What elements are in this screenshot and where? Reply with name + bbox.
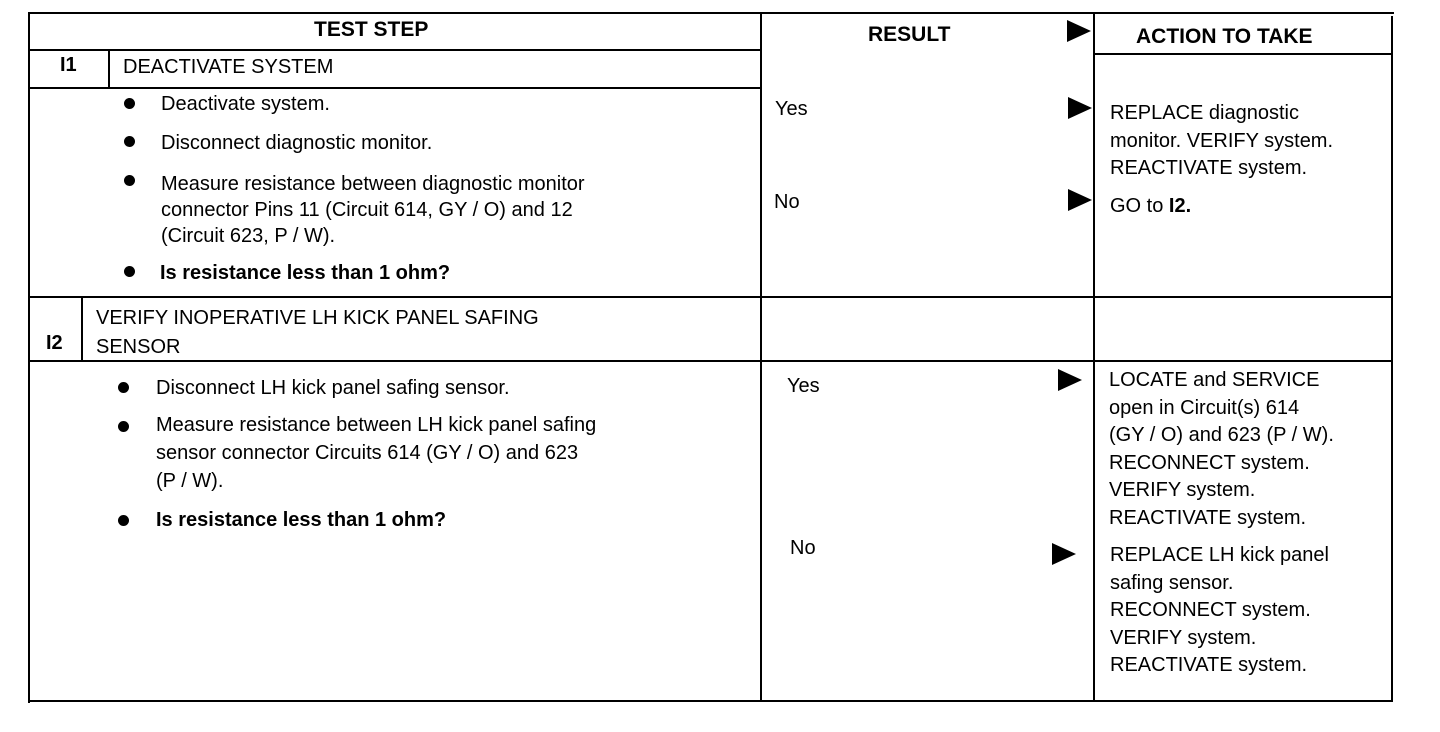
step-i2-action-yes-line-4: RECONNECT system. bbox=[1109, 451, 1310, 474]
step-i1-result-no: No bbox=[774, 191, 800, 213]
row-divider-i1-i2 bbox=[28, 296, 1393, 298]
step-i1-bullet-1: Deactivate system. bbox=[161, 93, 330, 115]
step-i1-action-no-text: GO to bbox=[1110, 195, 1169, 217]
bullet-icon bbox=[118, 382, 129, 393]
step-i2-action-no bbox=[1110, 542, 1329, 680]
step-i2-action-yes-line-3: (GY / O) and 623 (P / W). bbox=[1109, 424, 1334, 446]
step-i1-bullet-3-line-1: Measure resistance between diagnostic monitor bbox=[161, 173, 585, 195]
step-i1-action-no bbox=[1110, 193, 1191, 220]
step-i1-action-yes-line-2: monitor. VERIFY system. bbox=[1110, 129, 1334, 152]
bullet-icon bbox=[124, 175, 135, 186]
step-i2-action-yes-line-5: VERIFY system. bbox=[1109, 479, 1256, 501]
bullet-icon bbox=[124, 266, 135, 277]
i1-id-divider bbox=[108, 49, 110, 89]
step-i2-action-yes-line-2: open in Circuit(s) 614 bbox=[1109, 396, 1300, 419]
step-i1-bullet-4: Is resistance less than 1 ohm? bbox=[160, 262, 451, 284]
step-i1-bullet-3-line-3: (Circuit 623, P / W). bbox=[161, 225, 336, 247]
step-i2-action-no-line-1: REPLACE LH kick panel bbox=[1110, 544, 1329, 566]
result-arrow-icon bbox=[1052, 543, 1076, 565]
step-i1-bullet-2: Disconnect diagnostic monitor. bbox=[161, 132, 433, 154]
bullet-icon bbox=[118, 515, 129, 526]
step-i2-action-no-line-5: REACTIVATE system. bbox=[1110, 654, 1308, 676]
step-i1-action-yes-line-1: REPLACE diagnostic bbox=[1110, 102, 1299, 124]
step-i2-result-yes: Yes bbox=[787, 375, 820, 397]
table-border-left bbox=[28, 12, 30, 703]
step-i2-bullet-1: Disconnect LH kick panel safing sensor. bbox=[156, 377, 510, 399]
step-i2-action-yes bbox=[1109, 367, 1334, 532]
header-result: RESULT bbox=[868, 23, 951, 46]
step-i1-action-no-ref: I2. bbox=[1168, 195, 1192, 217]
bullet-icon bbox=[124, 136, 135, 147]
divider-action-column bbox=[1093, 14, 1095, 702]
step-i2-result-no: No bbox=[790, 537, 816, 559]
i2-id-divider bbox=[81, 298, 83, 361]
step-i1-bullet-3 bbox=[161, 171, 585, 249]
step-i1-action-yes-line-3: REACTIVATE system. bbox=[1110, 157, 1308, 179]
table-border-top bbox=[28, 12, 1394, 14]
step-i2-bullet-3: Is resistance less than 1 ohm? bbox=[156, 509, 447, 531]
i1-title-rule bbox=[30, 87, 762, 89]
step-i2-title-line-1: VERIFY INOPERATIVE LH KICK PANEL SAFING bbox=[96, 307, 539, 329]
step-i2-action-no-line-4: VERIFY system. bbox=[1110, 626, 1257, 649]
step-i1-id: I1 bbox=[60, 54, 77, 76]
step-i1-bullet-3-line-2: connector Pins 11 (Circuit 614, GY / O) and 12 bbox=[161, 199, 573, 221]
step-i1-result-yes: Yes bbox=[775, 98, 808, 120]
step-i2-action-yes-line-1: LOCATE and SERVICE bbox=[1109, 369, 1320, 391]
header-bottom-rule-right bbox=[1093, 53, 1393, 55]
step-i2-action-yes-line-6: REACTIVATE system. bbox=[1109, 506, 1307, 529]
step-i2-bullet-2-line-1: Measure resistance between LH kick panel safing bbox=[156, 414, 597, 436]
result-arrow-icon bbox=[1068, 189, 1092, 211]
result-arrow-icon bbox=[1068, 97, 1092, 119]
step-i2-bullet-2-line-2: sensor connector Circuits 614 (GY / O) and 623 bbox=[156, 442, 579, 464]
step-i2-title-line-2: SENSOR bbox=[96, 336, 181, 358]
step-i1-title: DEACTIVATE SYSTEM bbox=[123, 56, 334, 78]
bullet-icon bbox=[118, 421, 129, 432]
table-border-right bbox=[1391, 16, 1393, 702]
step-i2-action-no-line-3: RECONNECT system. bbox=[1110, 599, 1311, 621]
step-i2-bullet-2-line-3: (P / W). bbox=[156, 470, 224, 492]
step-i2-bullet-2 bbox=[156, 411, 596, 495]
divider-result-column bbox=[760, 12, 762, 702]
header-arrow-icon bbox=[1067, 20, 1091, 42]
table-border-bottom bbox=[28, 700, 1393, 702]
step-i2-title bbox=[96, 304, 539, 362]
step-i2-action-no-line-2: safing sensor. bbox=[1110, 571, 1234, 594]
header-bottom-rule-left bbox=[28, 49, 762, 51]
header-test-step: TEST STEP bbox=[314, 18, 429, 41]
header-action-to-take: ACTION TO TAKE bbox=[1136, 25, 1313, 48]
step-i1-action-yes bbox=[1110, 100, 1333, 183]
step-i2-id: I2 bbox=[46, 332, 63, 354]
bullet-icon bbox=[124, 98, 135, 109]
result-arrow-icon bbox=[1058, 369, 1082, 391]
